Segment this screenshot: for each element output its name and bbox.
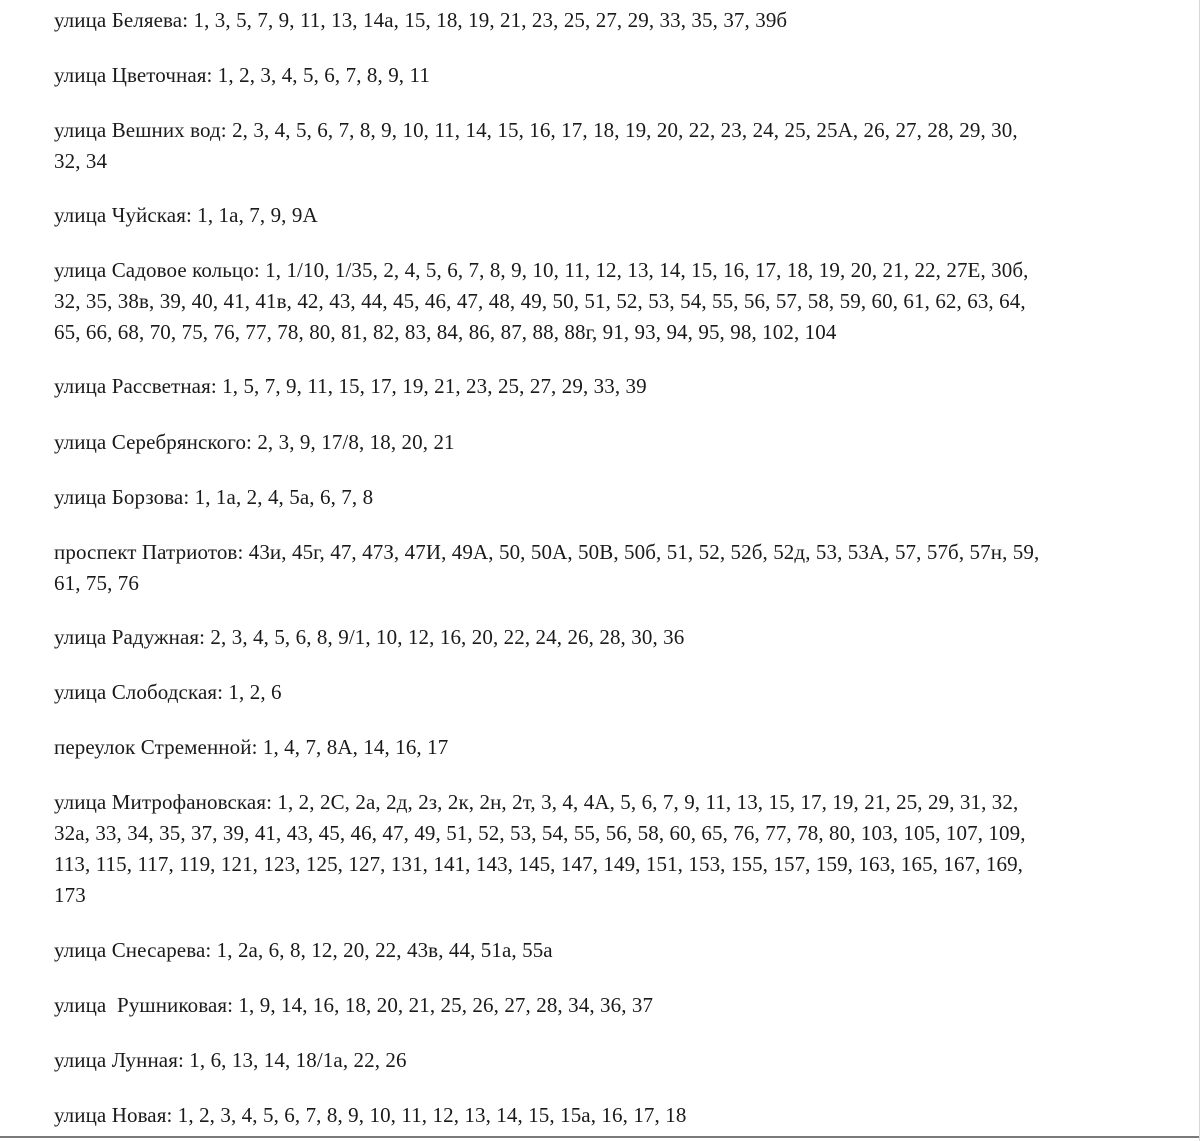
- street-entry-rushnikovaya: улица Рушниковая: 1, 9, 14, 16, 18, 20, 21, 25, 26, 27, 28, 34, 36, 37: [54, 993, 654, 1017]
- street-entry-tsvetochnaya: улица Цветочная: 1, 2, 3, 4, 5, 6, 7, 8, 9, 11: [54, 63, 430, 87]
- page-bottom-border: [0, 1136, 1200, 1138]
- street-entry-prospekt-patriotov: проспект Патриотов: 43и, 45г, 47, 47З, 47И, 49А, 50, 50А, 50В, 50б, 51, 52, 52б, 52д, 53, 53А, 57, 57б, 57н, 59, 61, 75, 76: [54, 540, 1040, 595]
- street-entry-rassvetnaya: улица Рассветная: 1, 5, 7, 9, 11, 15, 17, 19, 21, 23, 25, 27, 29, 33, 39: [54, 374, 647, 398]
- street-entry-mitrofanovskaya: улица Митрофановская: 1, 2, 2С, 2а, 2д, 2з, 2к, 2н, 2т, 3, 4, 4А, 5, 6, 7, 9, 11, 13, 15, 17, 19, 21, 25, 29, 31, 32, 32а, 33, 34, 35, 37, 39, 41, 43, 45, 46, 47, 49, 51, 52, 53, 54, 55, 56, 58, 60, 65, 76, 77, 78, 80, 103, 105, 107, 109, 113, 115, 117, 119, 121, 123, 125, 127, 131, 141, 143, 145, 147, 149, 151, 153, 155, 157, 159, 163, 165, 167, 169, 173: [54, 790, 1026, 907]
- street-entry-slobodskaya: улица Слободская: 1, 2, 6: [54, 680, 282, 704]
- street-entry-belyaeva: улица Беляева: 1, 3, 5, 7, 9, 11, 13, 14а, 15, 18, 19, 21, 23, 25, 27, 29, 33, 35, 37, 39б: [54, 8, 788, 32]
- street-entry-stremennoy: переулок Стременной: 1, 4, 7, 8А, 14, 16, 17: [54, 735, 449, 759]
- street-entry-chuyskaya: улица Чуйская: 1, 1а, 7, 9, 9А: [54, 203, 318, 227]
- street-entry-raduzhnaya: улица Радужная: 2, 3, 4, 5, 6, 8, 9/1, 10, 12, 16, 20, 22, 24, 26, 28, 30, 36: [54, 625, 685, 649]
- street-entry-lunnaya: улица Лунная: 1, 6, 13, 14, 18/1а, 22, 26: [54, 1048, 407, 1072]
- street-entry-snesareva: улица Снесарева: 1, 2а, 6, 8, 12, 20, 22, 43в, 44, 51а, 55а: [54, 938, 553, 962]
- street-entry-novaya: улица Новая: 1, 2, 3, 4, 5, 6, 7, 8, 9, 10, 11, 12, 13, 14, 15, 15а, 16, 17, 18: [54, 1103, 687, 1127]
- street-entry-borzova: улица Борзова: 1, 1а, 2, 4, 5а, 6, 7, 8: [54, 485, 374, 509]
- street-entry-serebryanskogo: улица Серебрянского: 2, 3, 9, 17/8, 18, 20, 21: [54, 430, 455, 454]
- street-entry-sadovoe-koltso: улица Садовое кольцо: 1, 1/10, 1/35, 2, 4, 5, 6, 7, 8, 9, 10, 11, 12, 13, 14, 15, 16, 17, 18, 19, 20, 21, 22, 27Е, 30б, 32, 35, 38в, 39, 40, 41, 41в, 42, 43, 44, 45, 46, 47, 48, 49, 50, 51, 52, 53, 54, 55, 56, 57, 58, 59, 60, 61, 62, 63, 64, 65, 66, 68, 70, 75, 76, 77, 78, 80, 81, 82, 83, 84, 86, 87, 88, 88г, 91, 93, 94, 95, 98, 102, 104: [54, 258, 1029, 344]
- street-entry-veshnikh-vod: улица Вешних вод: 2, 3, 4, 5, 6, 7, 8, 9, 10, 11, 14, 15, 16, 17, 18, 19, 20, 22, 23, 24, 25, 25А, 26, 27, 28, 29, 30, 32, 34: [54, 118, 1018, 173]
